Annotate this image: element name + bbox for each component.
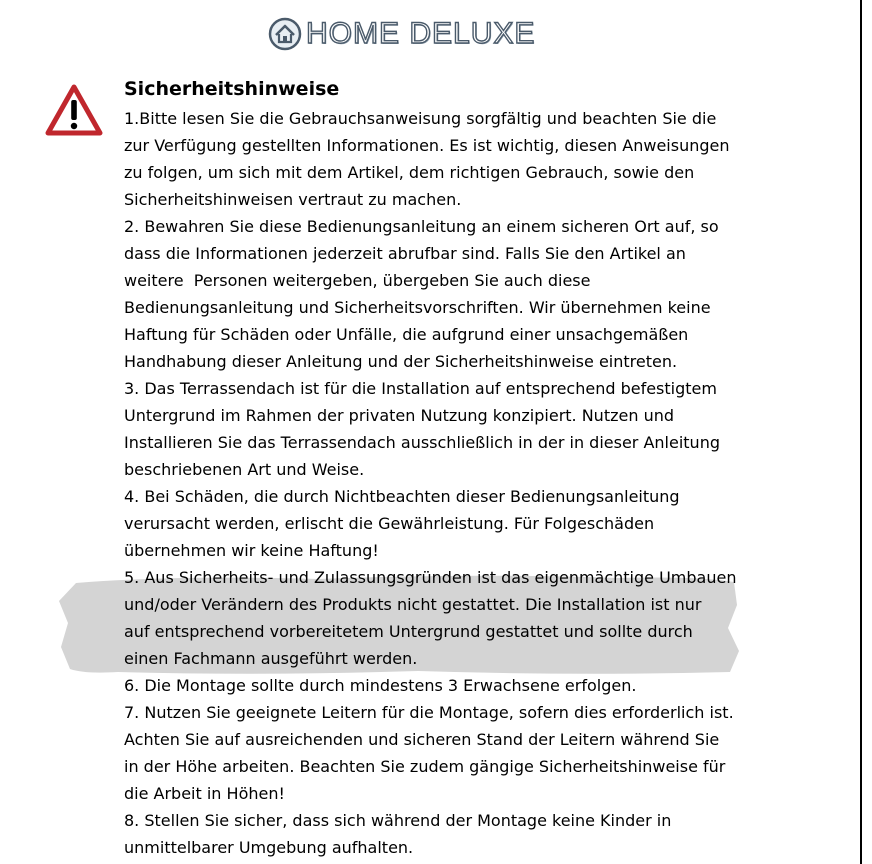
text-line: beschriebenen Art und Weise. <box>124 460 365 479</box>
text-line: 6. Die Montage sollte durch mindestens 3 Erwachsene erfolgen. <box>124 676 637 695</box>
brand-name: HOME DELUXE <box>306 17 536 50</box>
page-edge-rule <box>860 0 862 864</box>
text-line: einen Fachmann ausgeführt werden. <box>124 649 418 668</box>
text-line: 2. Bewahren Sie diese Bedienungsanleitung an einem sicheren Ort auf, so <box>124 217 719 236</box>
text-line: in der Höhe arbeiten. Beachten Sie zudem gängige Sicherheitshinweise für <box>124 757 726 776</box>
text-line: 4. Bei Schäden, die durch Nichtbeachten dieser Bedienungsanleitung <box>124 487 680 506</box>
text-line: verursacht werden, erlischt die Gewährleistung. Für Folgeschäden <box>124 514 655 533</box>
text-line: 5. Aus Sicherheits- und Zulassungsgründen ist das eigenmächtige Umbauen <box>124 568 737 587</box>
text-line: Sicherheitshinweisen vertraut zu machen. <box>124 190 462 209</box>
text-line: übernehmen wir keine Haftung! <box>124 541 379 560</box>
text-line: die Arbeit in Höhen! <box>124 784 285 803</box>
text-line: unmittelbarer Umgebung aufhalten. <box>124 838 414 857</box>
house-circle-icon <box>268 17 302 51</box>
brand-logo <box>268 14 535 54</box>
text-line: 8. Stellen Sie sicher, dass sich während der Montage keine Kinder in <box>124 811 672 830</box>
text-line: 3. Das Terrassendach ist für die Installation auf entsprechend befestigtem <box>124 379 717 398</box>
text-line: dass die Informationen jederzeit abrufbar sind. Falls Sie den Artikel an <box>124 244 686 263</box>
text-line: Achten Sie auf ausreichenden und sicheren Stand der Leitern während Sie <box>124 730 720 749</box>
text-line: 7. Nutzen Sie geeignete Leitern für die Montage, sofern dies erforderlich ist. <box>124 703 734 722</box>
section-heading: Sicherheitshinweise <box>124 78 340 100</box>
text-line: auf entsprechend vorbereitetem Untergrund gestattet und sollte durch <box>124 622 693 641</box>
text-line: Untergrund im Rahmen der privaten Nutzung konzipiert. Nutzen und <box>124 406 674 425</box>
text-line: Installieren Sie das Terrassendach ausschließlich in der in dieser Anleitung <box>124 433 720 452</box>
text-line: und/oder Verändern des Produkts nicht gestattet. Die Installation ist nur <box>124 595 702 614</box>
text-line: zu folgen, um sich mit dem Artikel, dem richtigen Gebrauch, sowie den <box>124 163 695 182</box>
safety-instructions-body <box>124 105 854 861</box>
text-line: zur Verfügung gestellten Informationen. Es ist wichtig, diesen Anweisungen <box>124 136 730 155</box>
text-line: weitere Personen weitergeben, übergeben Sie auch diese <box>124 271 591 290</box>
text-line: Haftung für Schäden oder Unfälle, die aufgrund einer unsachgemäßen <box>124 325 689 344</box>
text-line: Bedienungsanleitung und Sicherheitsvorschriften. Wir übernehmen keine <box>124 298 711 317</box>
text-line: 1.Bitte lesen Sie die Gebrauchsanweisung sorgfältig und beachten Sie die <box>124 109 717 128</box>
text-line: Handhabung dieser Anleitung und der Sicherheitshinweise eintreten. <box>124 352 678 371</box>
warning-triangle-icon <box>44 83 104 137</box>
